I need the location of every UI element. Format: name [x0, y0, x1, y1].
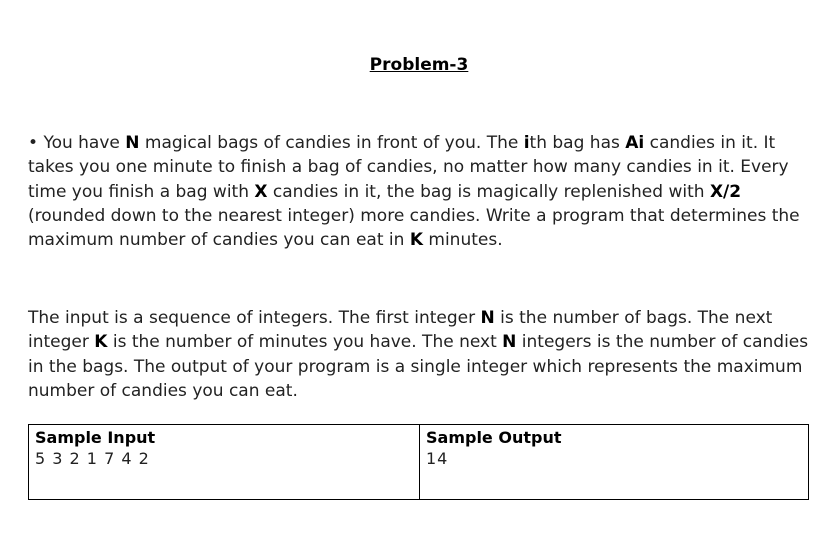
- bold-term: K: [409, 230, 423, 251]
- bold-term: K: [94, 332, 108, 353]
- text-segment: is the number of minutes you have. The next: [107, 332, 503, 353]
- text-segment: candies in it. It takes you one minute to finish a bag of candies, no matter how many candies in it. Every time you finish a bag with: [28, 133, 789, 202]
- sample-input-header: Sample Input: [35, 428, 156, 447]
- text-segment: minutes.: [423, 230, 503, 251]
- text-segment: candies in it, the bag is magically replenished with: [267, 181, 710, 202]
- text-segment: (rounded down to the nearest integer) more candies. Write a program that determines the maximum number of candies you can eat in: [28, 205, 800, 251]
- sample-output-cell: [420, 425, 809, 500]
- bold-term: N: [502, 332, 517, 353]
- bullet: •: [28, 133, 39, 153]
- text-segment: magical bags of candies in front of you. The: [139, 133, 524, 153]
- bold-term: N: [125, 133, 140, 153]
- text-segment: is the number of bags. The next integer: [28, 308, 773, 353]
- problem-statement-paragraph: [28, 131, 818, 252]
- text-segment: integers is the number of candies in the bags. The output of your program is a single integer which represents the maximum number of candies you can eat.: [28, 332, 809, 401]
- table-row: [29, 425, 809, 500]
- sample-input-cell: [29, 425, 420, 500]
- input-description-paragraph: [28, 306, 818, 403]
- text-segment: The input is a sequence of integers. The first integer: [28, 308, 481, 328]
- sample-output-header: Sample Output: [426, 428, 562, 447]
- problem-title: Problem-3: [369, 55, 469, 75]
- bold-term: X/2: [709, 181, 742, 202]
- bold-term: X: [254, 181, 268, 202]
- text-segment: You have: [43, 133, 126, 153]
- bold-term: N: [480, 308, 495, 328]
- sample-io-table: [28, 424, 809, 500]
- bold-term: i: [523, 133, 530, 153]
- sample-output-value: 14: [426, 449, 449, 468]
- text-segment: th bag has: [529, 133, 626, 153]
- bold-term: Ai: [625, 133, 645, 153]
- sample-input-value: 5 3 2 1 7 4 2: [35, 449, 150, 468]
